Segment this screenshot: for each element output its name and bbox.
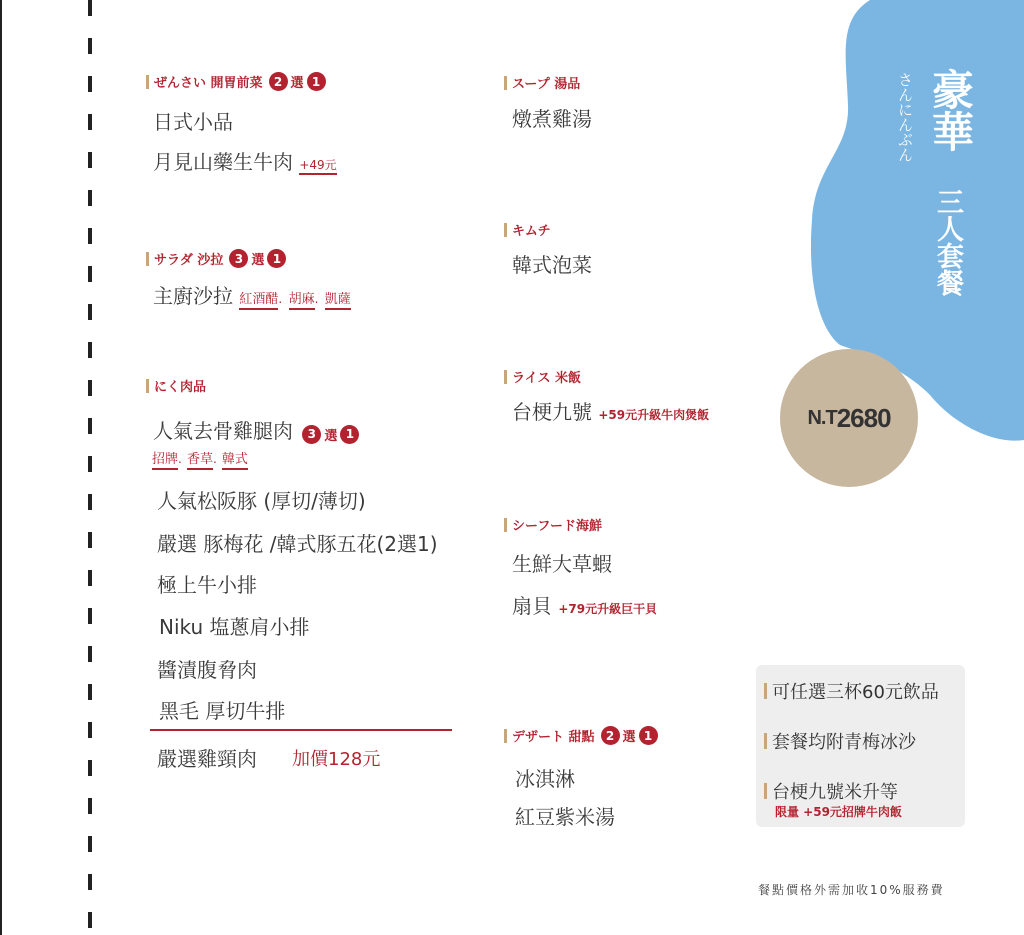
appetizer-surcharge: +49元: [299, 158, 336, 175]
seafood-item-2: 扇貝 +79元升級巨干貝: [512, 594, 658, 618]
rice-item: 台梗九號 +59元升級牛肉煲飯: [512, 400, 710, 424]
meat-item-4: 極上牛小排: [157, 573, 257, 597]
price-amount: 2680: [836, 402, 891, 433]
soup-item: 燉煮雞湯: [512, 107, 592, 131]
dessert-item-2: 紅豆紫米湯: [515, 805, 615, 829]
section-salad: サラダ 沙拉 3 選 1: [146, 249, 289, 268]
appetizer-item-1: 日式小品: [153, 110, 233, 134]
info-line-3: 台梗九號米升等: [764, 778, 898, 804]
meat-extra-price: 加價128元: [292, 749, 381, 770]
seafood-note: +79元升級巨干貝: [558, 602, 658, 616]
section-kimchi: キムチ: [504, 220, 551, 239]
header-subtitle: 三人套餐: [932, 188, 963, 296]
info-line-3-note: 限量 +59元招牌牛肉飯: [775, 805, 902, 819]
salad-item: 主廚沙拉 紅酒醋. 胡麻. 凱薩: [153, 284, 351, 308]
section-rice: ライス 米飯: [504, 367, 581, 386]
meat-item-5: Niku 塩蔥肩小排: [159, 615, 310, 639]
section-soup: スープ 湯品: [504, 73, 580, 92]
meat-item-6: 醬漬腹脅肉: [157, 658, 257, 682]
footer-note: 餐點價格外需加收10%服務費: [758, 883, 945, 897]
header-kana: さんにんぶん: [896, 72, 914, 162]
dessert-item-1: 冰淇淋: [515, 767, 575, 791]
rice-note: +59元升級牛肉煲飯: [598, 408, 710, 422]
meat-item-2: 人氣松阪豚 (厚切/薄切): [157, 489, 366, 513]
seafood-item-1: 生鮮大草蝦: [512, 552, 612, 576]
info-line-1: 可任選三杯60元飲品: [764, 678, 939, 704]
meat-item-3: 嚴選 豚梅花 /韓式豚五花(2選1): [157, 532, 438, 556]
meat-extra-item: 嚴選雞頸肉: [157, 747, 257, 771]
section-appetizer: ぜんさい 開胃前菜 2 選 1: [146, 72, 329, 91]
price-prefix: N.T: [807, 406, 837, 429]
meat-options: 招牌. 香草. 韓式: [152, 448, 248, 467]
meat-divider: [150, 729, 452, 731]
appetizer-item-2: 月見山藥生牛肉 +49元: [153, 150, 337, 174]
header-title: 豪華: [926, 68, 975, 152]
meat-item-1: 人氣去骨雞腿肉 3 選 1: [153, 415, 362, 444]
section-seafood: シーフード海鮮: [504, 515, 602, 534]
info-line-2: 套餐均附青梅冰沙: [764, 728, 916, 754]
section-dessert: デザート 甜點 2 選 1: [504, 726, 661, 745]
meat-item-7: 黑毛 厚切牛排: [159, 699, 286, 723]
kimchi-item: 韓式泡菜: [512, 253, 592, 277]
price-badge: [780, 349, 918, 487]
section-meat: にく肉品: [146, 376, 206, 395]
